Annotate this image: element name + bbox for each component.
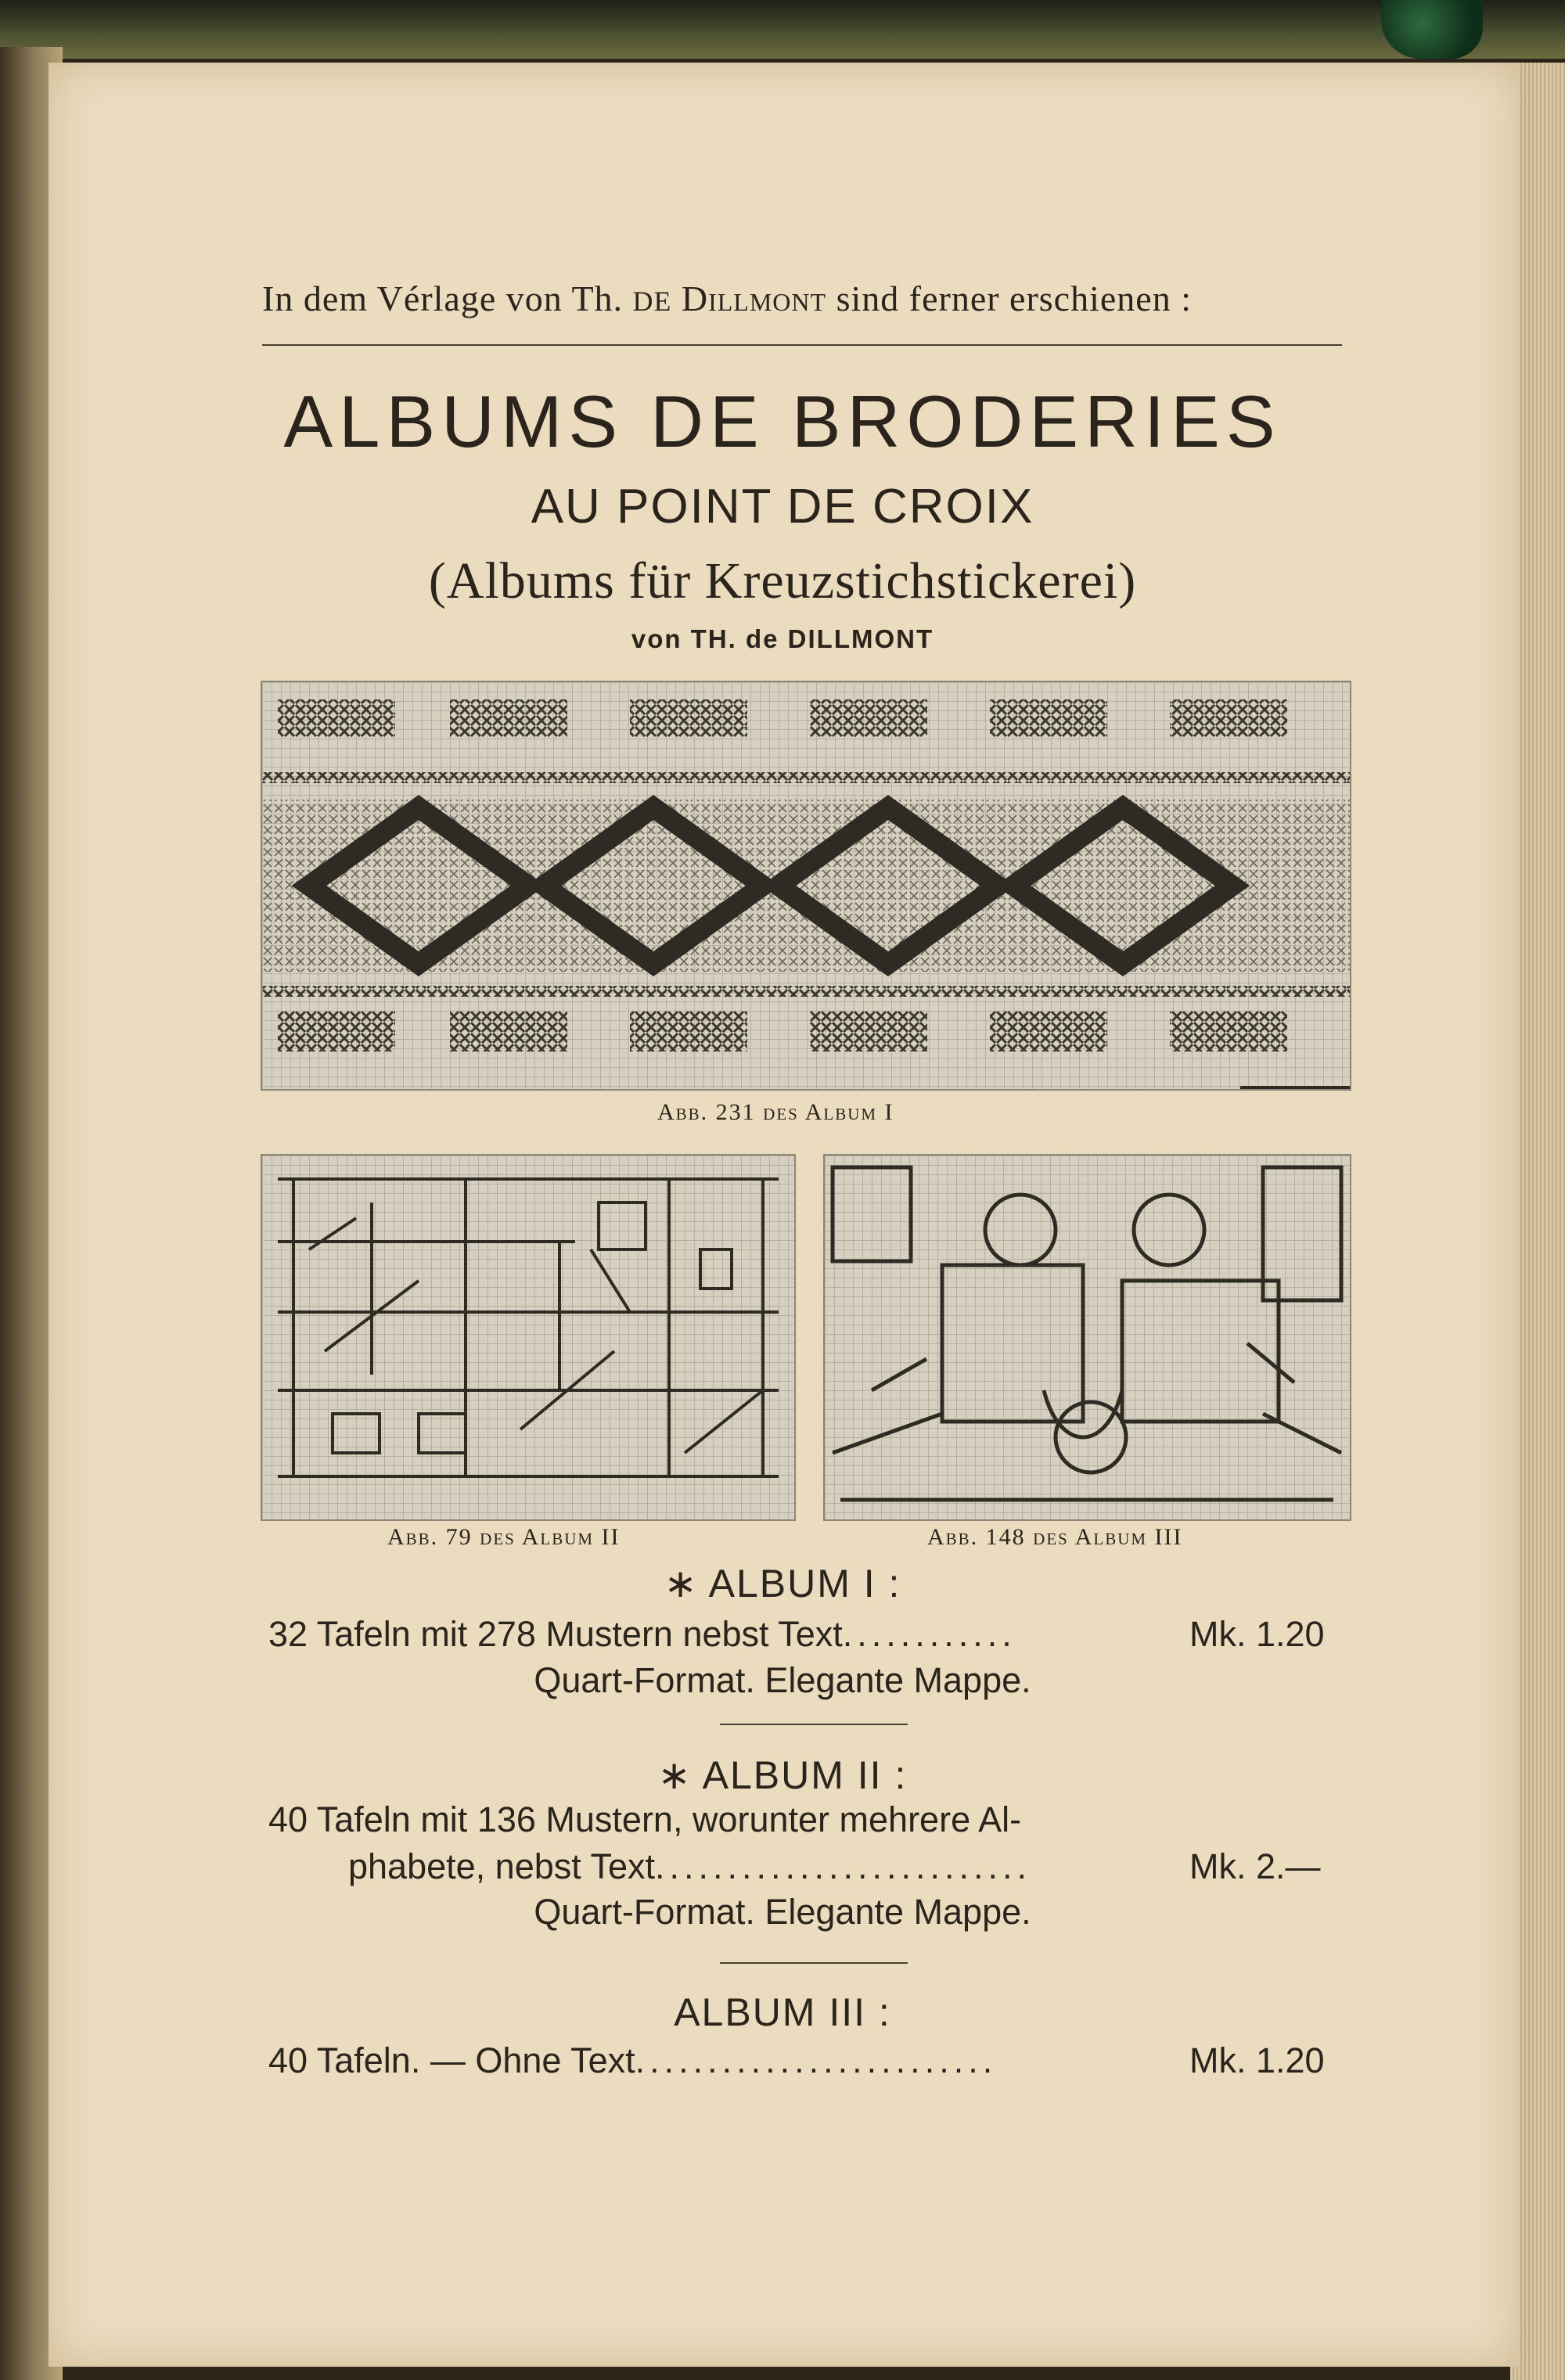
title-author: von TH. de DILLMONT <box>631 624 934 653</box>
album-ii-line-1: 40 Tafeln mit 136 Mustern, worunter mehrere Al- <box>268 1799 1022 1839</box>
publisher-tail: sind ferner erschienen : <box>836 279 1192 318</box>
title-main: ALBUMS DE BRODERIES <box>283 380 1282 462</box>
publisher-lead: In dem Vérlage von <box>262 279 563 318</box>
album-ii-line-2 <box>348 1846 1031 1887</box>
album-i-text: 32 Tafeln mit 278 Mustern nebst Text <box>268 1614 843 1654</box>
header-rule <box>262 344 1342 346</box>
album-ii-format: Quart-Format. Elegante Mappe. <box>534 1892 1031 1932</box>
alphabet-pattern-figure <box>262 1156 794 1519</box>
album-ii-separator <box>720 1962 908 1964</box>
album-ii-leader-dots: .......................... <box>654 1846 1032 1886</box>
cross-stitch-border-figure <box>262 682 1350 1089</box>
album-i-line <box>268 1614 1016 1655</box>
album-iii-heading: ALBUM III : <box>674 1990 891 2034</box>
caption-abb-148: Abb. 148 des Album III <box>927 1524 1183 1550</box>
album-iii-text: 40 Tafeln. — Ohne Text <box>268 2040 635 2080</box>
album-i-format: Quart-Format. Elegante Mappe. <box>534 1660 1031 1700</box>
embroidery-pattern-album-iii <box>823 1154 1351 1521</box>
album-i-heading: ∗ ALBUM I : <box>664 1562 901 1605</box>
book-cover-top <box>0 0 1565 59</box>
album-ii-price: Mk. 2.— <box>1189 1846 1321 1886</box>
title-subtitle: AU POINT DE CROIX <box>531 480 1034 534</box>
caption-abb-231: Abb. 231 des Album I <box>657 1099 894 1125</box>
title-german: (Albums für Kreuzstichstickerei) <box>428 552 1137 609</box>
publisher-initial: Th. <box>571 279 624 318</box>
publisher-particle: DE <box>632 286 672 317</box>
embroidery-pattern-album-i <box>261 681 1351 1091</box>
floral-pattern-figure <box>825 1156 1350 1519</box>
album-i-leader-dots: ............ <box>842 1614 1016 1654</box>
caption-abb-79: Abb. 79 des Album II <box>387 1524 621 1550</box>
album-i-price: Mk. 1.20 <box>1189 1614 1325 1654</box>
embroidery-pattern-album-ii <box>261 1154 796 1521</box>
publisher-name: Dillmont <box>681 279 827 318</box>
album-iii-line <box>268 2040 997 2081</box>
album-i-separator <box>720 1724 908 1725</box>
bookmark-ribbon <box>1381 0 1483 59</box>
album-ii-heading: ∗ ALBUM II : <box>657 1753 908 1797</box>
album-ii-text: phabete, nebst Text <box>348 1846 655 1886</box>
album-iii-leader-dots: ......................... <box>635 2040 998 2080</box>
album-iii-price: Mk. 1.20 <box>1189 2040 1325 2080</box>
publisher-line <box>262 278 1350 319</box>
